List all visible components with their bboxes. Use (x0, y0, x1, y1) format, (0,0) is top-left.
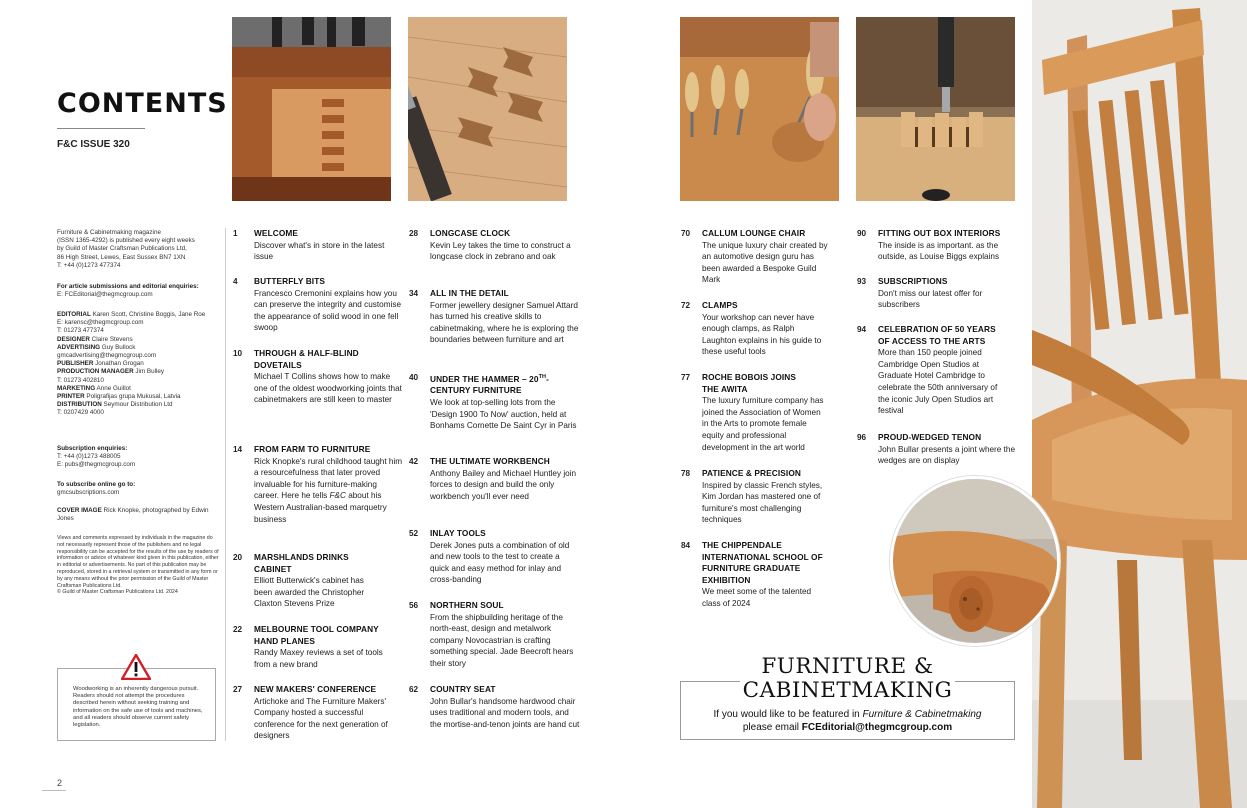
designer-label: DESIGNER (57, 335, 90, 343)
page-title: CONTENTS (57, 88, 228, 119)
subs-email[interactable]: E: pubs@thegmcgroup.com (57, 461, 136, 469)
toc-description: Anthony Bailey and Michael Huntley join forces to design and build the only workbench you'll ever need (430, 468, 577, 501)
toc-description: Francesco Cremonini explains how you can preserve the integrity and customise the appearance of solid wood in one fell swoop (254, 288, 401, 333)
toc-heading: FROM FARM TO FURNITURE (254, 444, 371, 454)
page-number-rule (42, 790, 66, 791)
toc-heading: CALLUM LOUNGE CHAIR (702, 228, 806, 238)
toc-heading: INLAY TOOLS (430, 528, 486, 538)
toc-entry[interactable] (857, 276, 1008, 311)
subs-phone: T: +44 (0)1273 488005 (57, 453, 121, 461)
toc-page-number: 34 (409, 289, 419, 298)
toc-page-number: 93 (857, 277, 867, 286)
editorial-email[interactable]: E: karensc@thegmcgroup.com (57, 319, 144, 327)
toc-heading: CLAMPS (702, 300, 738, 310)
cover-credit: Rick Knopke, photographed by Edwin Jones (57, 507, 209, 523)
toc-description: Elliott Butterwick's cabinet has been awarded the Christopher Claxton Stevens Prize (254, 576, 365, 609)
toc-heading: ALL IN THE DETAIL (430, 288, 509, 298)
toc-heading: NEW MAKERS' CONFERENCE (254, 684, 377, 694)
advertising-name: Guy Bullock (101, 343, 136, 351)
magazine-logo (680, 655, 1015, 703)
subs-label: Subscription enquiries: (57, 445, 128, 452)
toc-entry[interactable] (409, 456, 580, 502)
toc-description: Artichoke and The Furniture Makers' Company hosted a successful conference for the next generation of designers (254, 696, 388, 741)
editorial-names: Karen Scott, Christine Boggis, Jane Roe (92, 311, 206, 318)
marketing-name: Anne Guillot (96, 384, 131, 392)
logo-line-2: CABINETMAKING (740, 679, 955, 703)
subscribe-url[interactable]: gmcsubscriptions.com (57, 489, 120, 497)
submissions-email[interactable]: E: FCEditorial@thegmcgroup.com (57, 291, 153, 299)
toc-heading: THROUGH & HALF-BLIND DOVETAILS (254, 348, 359, 370)
toc-heading: THE CHIPPENDALE INTERNATIONAL SCHOOL OF FURNITURE GRADUATE EXHIBITION (702, 540, 823, 585)
toc-entry[interactable] (857, 324, 1008, 417)
toc-entry[interactable] (233, 444, 404, 525)
toc-entry[interactable] (681, 372, 826, 453)
photo-armrest-detail (890, 476, 1060, 646)
toc-page-number: 10 (233, 349, 243, 358)
promo-line-2: please email FCEditorial@thegmcgroup.com (742, 722, 953, 733)
toc-description: From the shipbuilding heritage of the north-east, design and metalwork company Novocastrian is crafting something special. Jade Beecroft hears their story (430, 612, 574, 668)
toc-description: The inside is as important. as the outside, as Louise Biggs explains (878, 240, 1000, 262)
toc-entry[interactable] (409, 372, 577, 432)
subscribe-info (57, 481, 217, 497)
toc-page-number: 78 (681, 469, 691, 478)
toc-page-number: 56 (409, 601, 419, 610)
toc-entry[interactable] (681, 540, 830, 610)
toc-entry[interactable] (857, 432, 1018, 467)
advertising-email[interactable]: gmcadvertising@thegmcgroup.com (57, 352, 157, 360)
toc-heading: PATIENCE & PRECISION (702, 468, 801, 478)
toc-entry[interactable] (409, 684, 580, 730)
toc-page-number: 28 (409, 229, 419, 238)
submissions-info (57, 283, 217, 299)
toc-heading: CELEBRATION OF 50 YEARS OF ACCESS TO THE ARTS (878, 324, 996, 346)
logo-line-1: FURNITURE & (758, 655, 938, 679)
toc-description: More than 150 people joined Cambridge Open Studios at Graduate Hotel Cambridge to celebrate the 50th anniversary of the iconic July Open Studios art festival (878, 348, 998, 416)
toc-description: Former jewellery designer Samuel Attard has turned his creative skills to cabinetmaking, where he is exploring the boundaries between furniture and art (430, 300, 579, 345)
marketing-label: MARKETING (57, 384, 96, 392)
promo-email-link[interactable]: FCEditorial@thegmcgroup.com (801, 722, 953, 733)
photo-butterfly-keys (408, 17, 567, 201)
photo-chisel-joint (856, 17, 1015, 201)
issue-label: F&C ISSUE 320 (57, 139, 130, 150)
toc-entry[interactable] (233, 684, 404, 742)
toc-entry[interactable] (233, 624, 399, 670)
toc-entry[interactable] (681, 300, 830, 358)
cover-label: COVER IMAGE (57, 507, 102, 514)
distribution-phone: T: 0207429 4000 (57, 409, 104, 417)
warning-icon (121, 654, 151, 680)
toc-description: We look at top-selling lots from the 'Design 1900 To Now' auction, held at Bonhams Cornette De Saint Cyr in Paris (430, 397, 577, 431)
safety-warning-text: Woodworking is an inherently dangerous pursuit. Readers should not attempt the procedures described herein without seeking training and information on the safe use of tools and machines, and all readers should observe current safety legislation. (73, 686, 203, 729)
editorial-label: EDITORIAL (57, 311, 91, 318)
toc-description: Kevin Ley takes the time to construct a longcase clock in zebrano and oak (430, 240, 571, 262)
toc-description: John Bullar presents a joint where the wedges are on display (878, 444, 1015, 466)
toc-page-number: 96 (857, 433, 867, 442)
toc-page-number: 14 (233, 445, 243, 454)
distribution-label: DISTRIBUTION (57, 401, 102, 409)
toc-page-number: 27 (233, 685, 243, 694)
toc-entry[interactable] (857, 228, 1018, 263)
toc-description: Inspired by classic French styles, Kim Jordan has mastered one of furniture's most challenging techniques (702, 480, 823, 525)
toc-page-number: 77 (681, 373, 691, 382)
distribution-name: Seymour Distribution Ltd (103, 401, 173, 409)
toc-page-number: 70 (681, 229, 691, 238)
toc-entry[interactable] (233, 276, 404, 334)
toc-description: Discover what's in store in the latest issue (254, 240, 385, 262)
publisher-line: Furniture & Cabinetmaking magazine (57, 229, 161, 236)
staff-info (57, 311, 217, 418)
photo-dovetail-drawer (232, 17, 391, 201)
toc-description: We meet some of the talented class of 2024 (702, 587, 812, 608)
photo-carving-tools (680, 17, 839, 201)
toc-heading: PROUD-WEDGED TENON (878, 432, 982, 442)
toc-page-number: 52 (409, 529, 419, 538)
toc-page-number: 94 (857, 325, 867, 334)
toc-entry[interactable] (233, 348, 402, 406)
advertising-label: ADVERTISING (57, 343, 101, 351)
toc-entry[interactable] (233, 228, 404, 263)
toc-entry[interactable] (409, 228, 580, 263)
publisher-line: 86 High Street, Lewes, East Sussex BN7 1XN (57, 253, 186, 261)
toc-entry[interactable] (681, 468, 832, 526)
toc-heading: MARSHLANDS DRINKS CABINET (254, 552, 349, 574)
toc-heading: LONGCASE CLOCK (430, 228, 511, 238)
toc-entry[interactable] (409, 600, 580, 670)
production-phone: T: 01273 402810 (57, 376, 104, 384)
toc-description: Michael T Collins shows how to make one of the oldest woodworking joints that cabinetmakers are still keen to master (254, 372, 402, 405)
copyright: © Guild of Master Craftsman Publications Ltd. 2024 (57, 589, 178, 596)
subscribe-label: To subscribe online go to: (57, 481, 136, 488)
publisher-info (57, 229, 217, 270)
toc-description: Randy Maxey reviews a set of tools from a new brand (254, 648, 383, 669)
subscription-info (57, 445, 217, 470)
toc-entry[interactable] (409, 528, 580, 586)
photo-chair (1032, 0, 1247, 808)
cover-info (57, 507, 217, 523)
toc-description: John Bullar's handsome hardwood chair uses traditional and modern tools, and the mortise-and-tenon joints are hand cut (430, 696, 580, 729)
toc-description: Derek Jones puts a combination of old and new tools to the test to create a quick and easy method for inlay and cross-banding (430, 540, 570, 585)
toc-page-number: 62 (409, 685, 419, 694)
toc-heading: WELCOME (254, 228, 299, 238)
toc-entry[interactable] (681, 228, 832, 286)
toc-description: Your workshop can never have enough clamps, as Ralph Laughton explains in his guide to these useful tools (702, 312, 822, 357)
production-name: Jim Bulley (135, 368, 165, 376)
featured-promo-text (680, 708, 1015, 734)
title-divider (57, 128, 145, 129)
production-label: PRODUCTION MANAGER (57, 368, 134, 376)
publisher-label: PUBLISHER (57, 360, 94, 368)
toc-heading: COUNTRY SEAT (430, 684, 496, 694)
editorial-phone: T: 01273 477374 (57, 327, 104, 335)
toc-page-number: 42 (409, 457, 419, 466)
toc-description: Don't miss our latest offer for subscribers (878, 288, 983, 310)
toc-page-number: 40 (409, 373, 419, 382)
toc-description: Rick Knopke's rural childhood taught him a resourcefulness that later proved invaluable for his furniture-making career. Here he tells F&C about his Western Australian-based marquetry business (254, 456, 403, 524)
publisher-line: T: +44 (0)1273 477374 (57, 261, 121, 269)
toc-page-number: 22 (233, 625, 243, 634)
toc-page-number: 72 (681, 301, 691, 310)
printer-name: Poligrafijas grupa Mukusal, Latvia (86, 393, 181, 401)
toc-page-number: 1 (233, 229, 238, 238)
publisher-line: (ISSN 1365-4292) is published every eight weeks (57, 237, 195, 245)
toc-description: The unique luxury chair created by an automotive design guru has been awarded a Bespoke Guild Mark (702, 240, 828, 285)
toc-entry[interactable] (409, 288, 580, 346)
toc-entry[interactable] (233, 552, 384, 610)
publisher-line: by Guild of Master Craftsman Publications Ltd, (57, 245, 187, 253)
disclaimer (57, 535, 219, 596)
publisher-name: Jonathan Grogan (95, 360, 144, 368)
toc-heading: THE ULTIMATE WORKBENCH (430, 456, 550, 466)
toc-heading: ROCHE BOBOIS JOINS THE AWITA (702, 372, 797, 394)
toc-page-number: 20 (233, 553, 243, 562)
toc-page-number: 90 (857, 229, 867, 238)
toc-heading: BUTTERFLY BITS (254, 276, 326, 286)
submissions-label: For article submissions and editorial enquiries: (57, 283, 199, 290)
disclaimer-text: Views and comments expressed by individuals in the magazine do not necessarily represent those of the publishers and no legal responsibility can be accepted for the results of the use by readers of information or advice of whatever kind given in this publication, either in editorial or advertisements. No part of this publication may be reproduced, stored in a retrieval system or transmitted in any form or by any means without the prior permission of the Guild of Master Craftsman Publications Ltd. (57, 535, 219, 589)
toc-heading: UNDER THE HAMMER – 20TH-CENTURY FURNITURE (430, 373, 550, 396)
toc-description: The luxury furniture company has joined the Association of Women in the Arts to promote female equity and professional development in the art world (702, 396, 824, 452)
toc-page-number: 84 (681, 541, 691, 550)
column-divider (225, 228, 226, 741)
designer-name: Claire Stevens (91, 335, 133, 343)
toc-heading: NORTHERN SOUL (430, 600, 504, 610)
toc-heading: SUBSCRIPTIONS (878, 276, 948, 286)
toc-heading: MELBOURNE TOOL COMPANY HAND PLANES (254, 624, 379, 646)
promo-line-1: If you would like to be featured in Furniture & Cabinetmaking (713, 709, 982, 720)
page-number: 2 (57, 778, 63, 788)
printer-label: PRINTER (57, 393, 85, 401)
toc-page-number: 4 (233, 277, 238, 286)
toc-heading: FITTING OUT BOX INTERIORS (878, 228, 1001, 238)
